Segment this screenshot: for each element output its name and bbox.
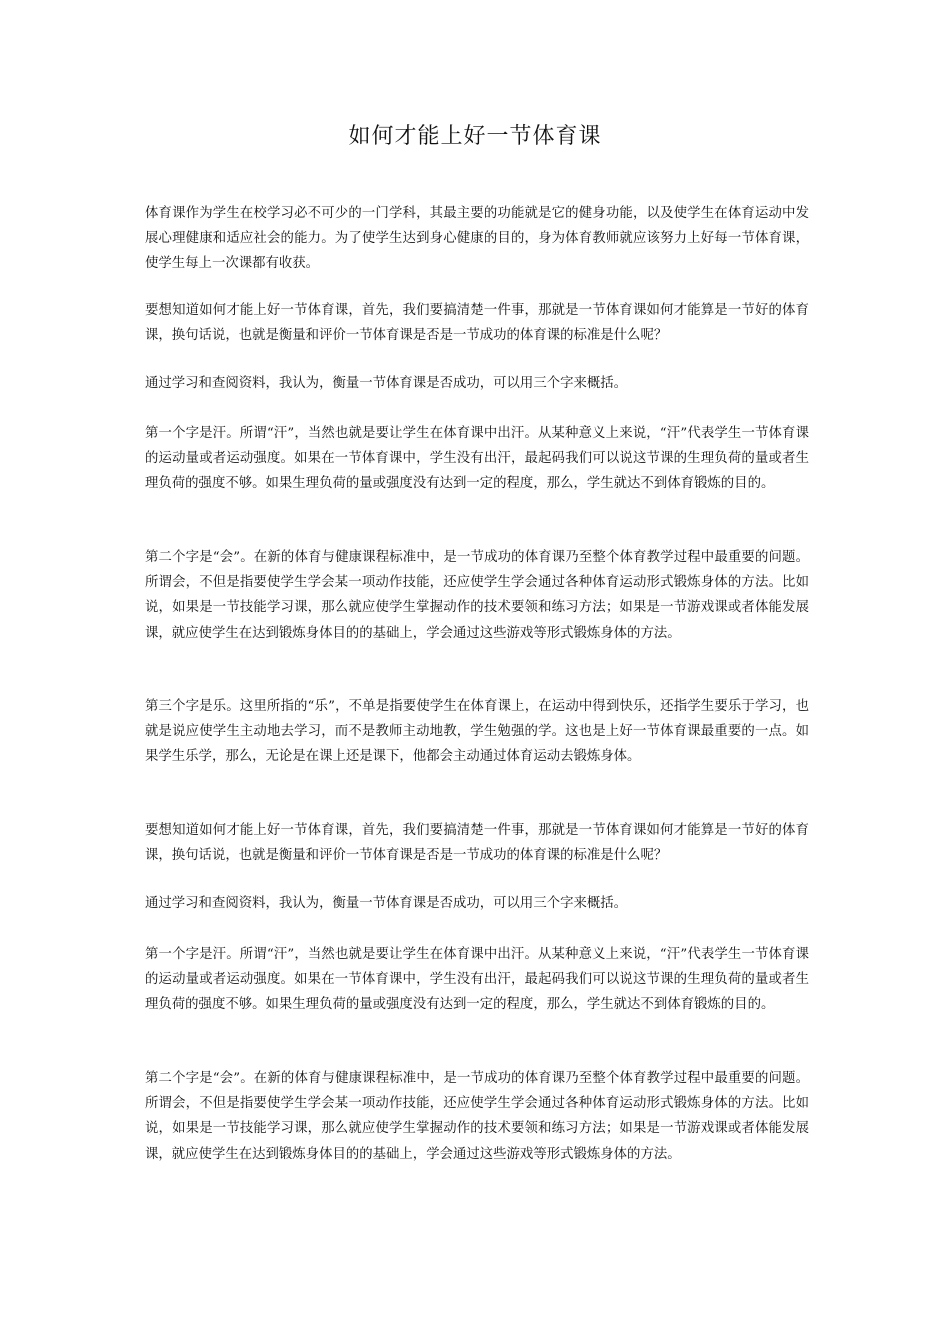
paragraph-sweat: 第一个字是汗。所谓“汗”，当然也就是要让学生在体育课中出汗。从某种意义上来说，“汗”代表学生一节体育课的运动量或者运动强度。如果在一节体育课中，学生没有出汗，最起码我们可以说这节课的生理负荷的量或者生理负荷的强度不够。如果生理负荷的量或强度没有达到一定的程度，那么，学生就达不到体育锻炼的目的。 xyxy=(145,426,809,492)
paragraph-question: 要想知道如何才能上好一节体育课，首先，我们要搞清楚一件事，那就是一节体育课如何才能算是一节好的体育课，换句话说，也就是衡量和评价一节体育课是否是一节成功的体育课的标准是什么呢？ xyxy=(145,303,809,344)
paragraph-learn: 第二个字是“会”。在新的体育与健康课程标准中，是一节成功的体育课乃至整个体育教学过程中最重要的问题。所谓会，不但是指要使学生学会某一项动作技能，还应使学生学会通过各种体育运动形式锻炼身体的方法。比如说，如果是一节技能学习课，那么就应使学生掌握动作的技术要领和练习方法；如果是一节游戏课或者体能发展课，就应使学生在达到锻炼身体目的的基础上，学会通过这些游戏等形式锻炼身体的方法。 xyxy=(145,550,809,641)
document-title: 如何才能上好一节体育课 xyxy=(348,124,602,149)
paragraph-learn-repeat: 第二个字是“会”。在新的体育与健康课程标准中，是一节成功的体育课乃至整个体育教学过程中最重要的问题。所谓会，不但是指要使学生学会某一项动作技能，还应使学生学会通过各种体育运动形式锻炼身体的方法。比如说，如果是一节技能学习课，那么就应使学生掌握动作的技术要领和练习方法；如果是一节游戏课或者体能发展课，就应使学生在达到锻炼身体目的的基础上，学会通过这些游戏等形式锻炼身体的方法。 xyxy=(145,1071,809,1162)
paragraph-intro: 体育课作为学生在校学习必不可少的一门学科，其最主要的功能就是它的健身功能，以及使学生在体育运动中发展心理健康和适应社会的能力。为了使学生达到身心健康的目的，身为体育教师就应该努力上好每一节体育课，使学生每上一次课都有收获。 xyxy=(145,206,809,272)
paragraph-summary: 通过学习和查阅资料，我认为，衡量一节体育课是否成功，可以用三个字来概括。 xyxy=(145,376,628,391)
paragraph-summary-repeat: 通过学习和查阅资料，我认为，衡量一节体育课是否成功，可以用三个字来概括。 xyxy=(145,896,628,911)
paragraph-sweat-repeat: 第一个字是汗。所谓“汗”，当然也就是要让学生在体育课中出汗。从某种意义上来说，“汗”代表学生一节体育课的运动量或者运动强度。如果在一节体育课中，学生没有出汗，最起码我们可以说这节课的生理负荷的量或者生理负荷的强度不够。如果生理负荷的量或强度没有达到一定的程度，那么，学生就达不到体育锻炼的目的。 xyxy=(145,947,809,1013)
paragraph-question-repeat: 要想知道如何才能上好一节体育课，首先，我们要搞清楚一件事，那就是一节体育课如何才能算是一节好的体育课，换句话说，也就是衡量和评价一节体育课是否是一节成功的体育课的标准是什么呢？ xyxy=(145,823,809,864)
paragraph-joy: 第三个字是乐。这里所指的“乐”，不单是指要使学生在体育课上，在运动中得到快乐，还指学生要乐于学习，也就是说应使学生主动地去学习，而不是教师主动地教，学生勉强的学。这也是上好一节体育课最重要的一点。如果学生乐学，那么，无论是在课上还是课下，他都会主动通过体育运动去锻炼身体。 xyxy=(145,699,809,765)
